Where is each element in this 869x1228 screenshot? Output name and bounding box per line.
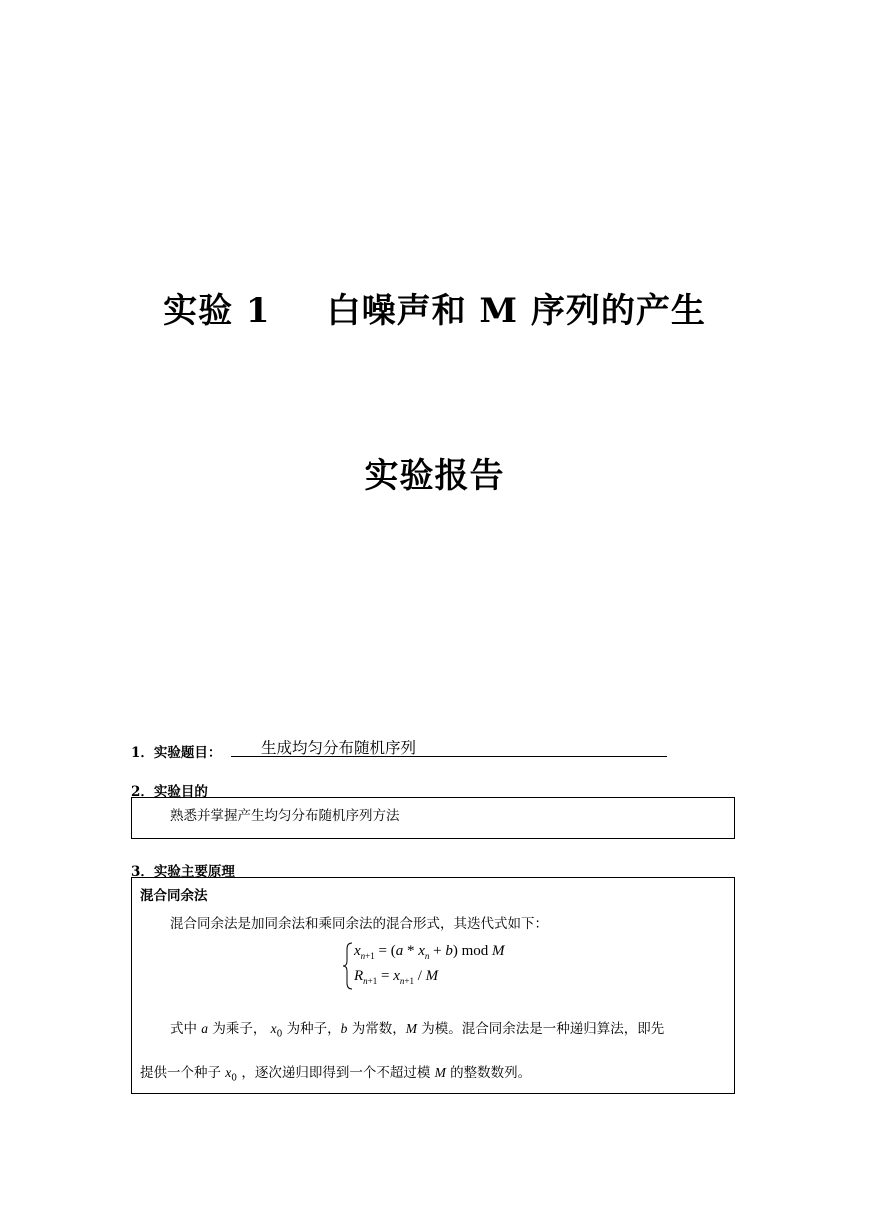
section-3-label: 3．实验主要原理 — [131, 864, 235, 880]
page-subtitle: 实验报告 — [364, 456, 505, 496]
title-experiment-number: 实验 1 — [163, 291, 271, 331]
title-experiment-name: 白噪声和 M 序列的产生 — [326, 291, 706, 331]
topic-underline — [231, 738, 667, 757]
principle-box — [131, 877, 735, 1094]
brace-icon — [342, 941, 354, 991]
iteration-formula — [342, 941, 542, 991]
formula-line-1: $x_{n+1} = (a * x_n + b)$ mod M — [354, 943, 505, 961]
formula-line-2: $R_{n+1} = x_{n+1} / M$ — [354, 968, 439, 986]
topic-value: 生成均匀分布随机序列 — [261, 739, 417, 757]
principle-intro: 混合同余法是加同余法和乘同余法的混合形式，其迭代式如下： — [170, 916, 548, 932]
section-1-label: 1．实验题目： — [131, 745, 222, 761]
page-title — [0, 283, 869, 332]
principle-box-title: 混合同余法 — [140, 888, 208, 904]
explanation-line-1: 式中 a 为乘子， $x_0$ 为种子，b 为常数，M 为模。混合同余法是一种递归算法，即先 — [170, 1021, 665, 1040]
purpose-text: 熟悉并掌握产生均匀分布随机序列方法 — [170, 808, 400, 824]
purpose-box — [131, 797, 735, 839]
explanation-line-2: 提供一个种子 $x_0$ ，逐次递归即得到一个不超过模 M 的整数数列。 — [140, 1065, 532, 1084]
section-2-label: 2．实验目的 — [131, 784, 208, 800]
